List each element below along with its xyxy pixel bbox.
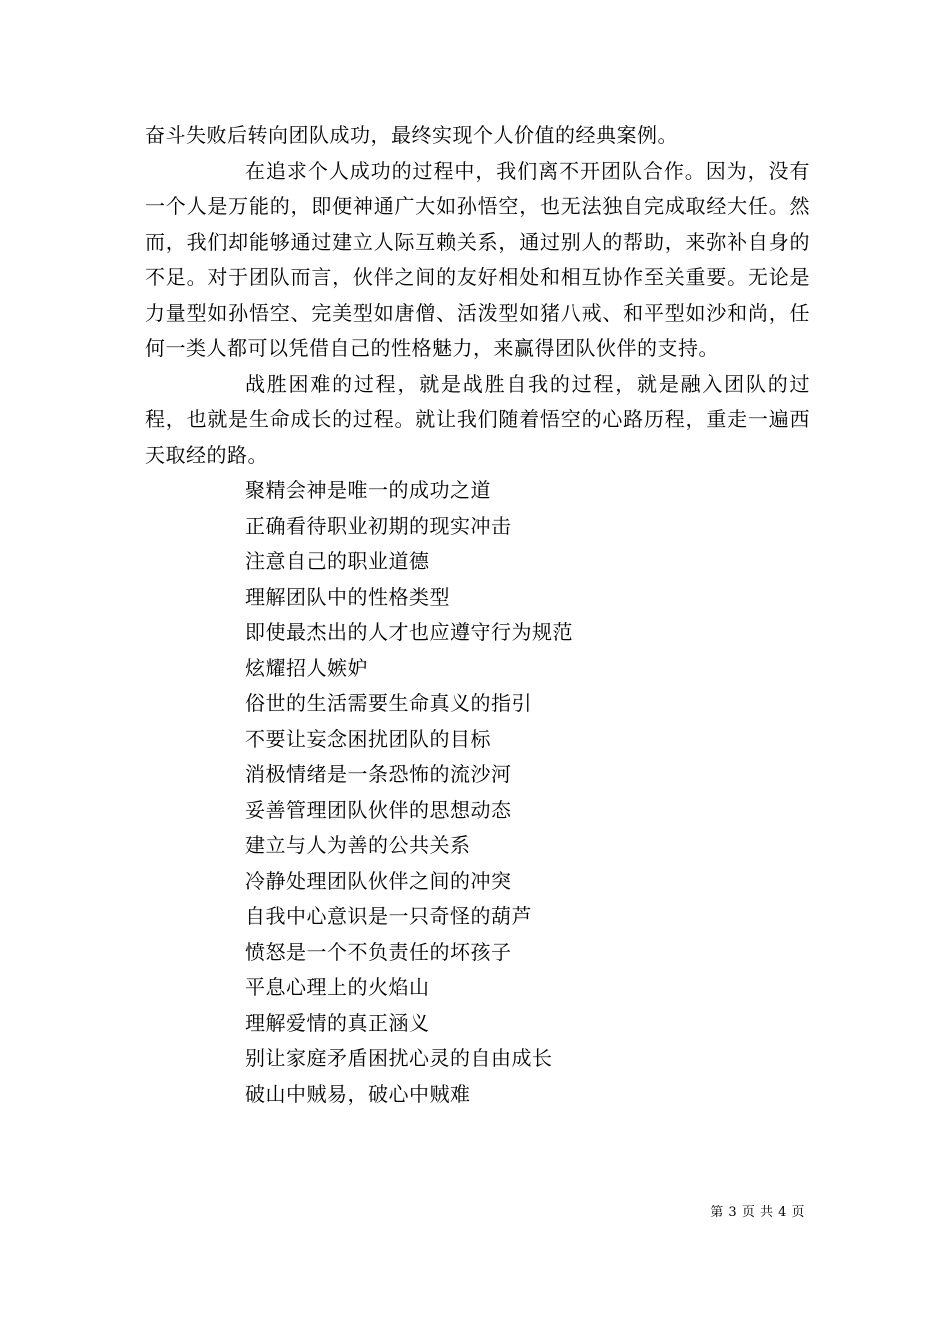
chapter-item: 理解团队中的性格类型	[245, 584, 450, 609]
chapter-item: 别让家庭矛盾困扰心灵的自由成长	[245, 1046, 553, 1070]
chapter-item: 即使最杰出的人才也应遵守行为规范	[245, 620, 573, 644]
chapter-item: 愤怒是一个不负责任的坏孩子	[245, 939, 512, 964]
chapter-item: 冷静处理团队伙伴之间的冲突	[245, 868, 512, 893]
paragraph-continuation: 奋斗失败后转向团队成功，最终实现个人价值的经典案例。	[145, 123, 678, 147]
page-number: 第 3 页 共 4 页	[710, 1205, 805, 1220]
chapter-item: 炫耀招人嫉妒	[245, 655, 368, 680]
chapter-item: 正确看待职业初期的现实冲击	[245, 513, 512, 538]
chapter-item: 理解爱情的真正涵义	[245, 1010, 430, 1035]
paragraph-team-cooperation: 在追求个人成功的过程中，我们离不开团队合作。因为，没有一个人是万能的，即便神通广大如孙悟空，也无法独自完成取经大任。然而，我们却能够通过建立人际互赖关系，通过别人的帮助，来弥补自身的不足。对于团队而言，伙伴之间的友好相处和相互协作至关重要。无论是力量型如孙悟空、完美型如唐僧、活泼型如猪八戒、和平型如沙和尚，任何一类人都可以凭借自己的性格魅力，来赢得团队伙伴的支持。	[145, 158, 810, 360]
chapter-item: 破山中贼易，破心中贼难	[245, 1081, 471, 1106]
chapter-item: 不要让妄念困扰团队的目标	[245, 726, 491, 751]
chapter-item: 建立与人为善的公共关系	[245, 833, 471, 857]
body-text	[145, 118, 810, 1112]
chapter-item: 平息心理上的火焰山	[245, 975, 430, 999]
chapter-item: 聚精会神是唯一的成功之道	[245, 478, 491, 502]
chapter-item: 消极情绪是一条恐怖的流沙河	[245, 762, 512, 786]
chapter-item: 自我中心意识是一只奇怪的葫芦	[245, 904, 532, 928]
chapter-item: 注意自己的职业道德	[245, 549, 430, 573]
chapter-item: 俗世的生活需要生命真义的指引	[245, 691, 532, 715]
paragraph-overcoming-difficulty: 战胜困难的过程，就是战胜自我的过程，就是融入团队的过程，也就是生命成长的过程。就让我们随着悟空的心路历程，重走一遍西天取经的路。	[145, 371, 810, 467]
chapter-list	[145, 473, 810, 1112]
chapter-item: 妥善管理团队伙伴的思想动态	[245, 797, 512, 822]
